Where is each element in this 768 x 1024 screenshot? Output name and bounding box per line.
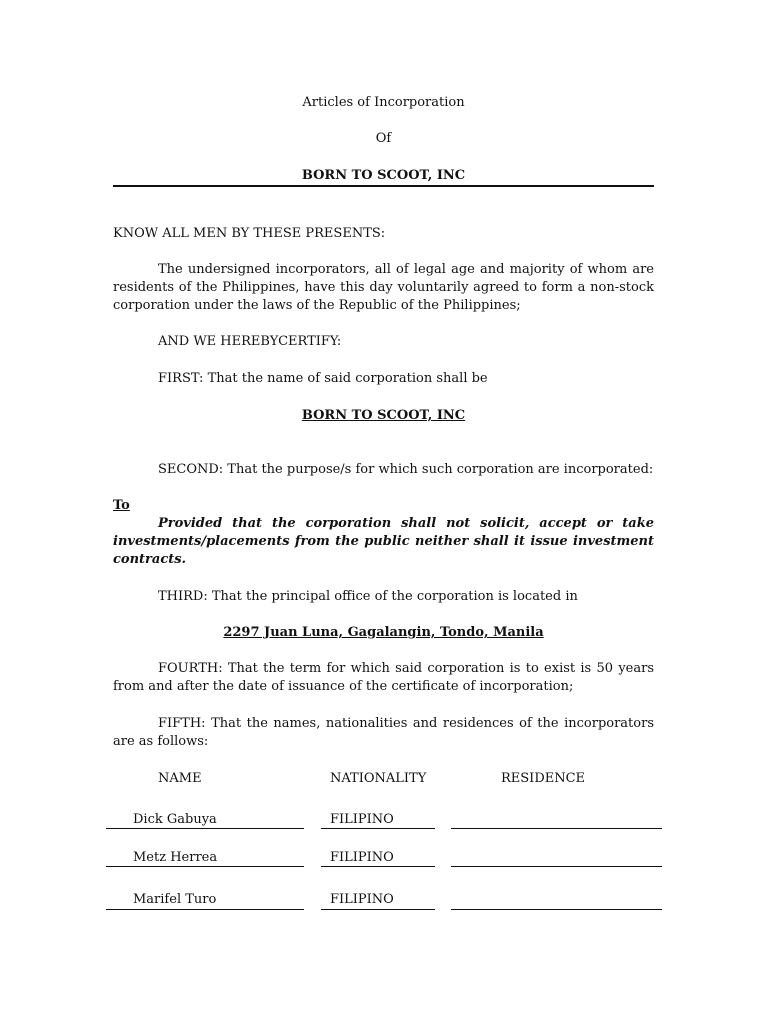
name-line bbox=[106, 828, 304, 829]
paragraph-preamble: The undersigned incorporators, all of legal age and majority of whom are residents of the Philippines, have this day voluntarily agreed to form a non-stock corporation under the laws of the Republic of the Philippines; bbox=[113, 262, 654, 313]
title-rule bbox=[113, 185, 654, 187]
nationality-line bbox=[321, 909, 435, 910]
article-fifth: FIFTH: That the names, nationalities and residences of the incorporators are as follows: bbox=[113, 716, 654, 749]
name-line bbox=[106, 866, 304, 867]
residence-line bbox=[451, 828, 662, 829]
article-second: SECOND: That the purpose/s for which such corporation are incorporated: bbox=[158, 462, 654, 477]
incorporator-nationality: FILIPINO bbox=[330, 892, 394, 907]
incorporator-nationality: FILIPINO bbox=[330, 812, 394, 827]
nationality-line bbox=[321, 866, 435, 867]
purpose-to: To bbox=[113, 498, 130, 513]
incorporator-name: Marifel Turo bbox=[133, 892, 217, 907]
office-address: 2297 Juan Luna, Gagalangin, Tondo, Manila bbox=[223, 625, 544, 640]
know-all-men: KNOW ALL MEN BY THESE PRESENTS: bbox=[113, 226, 386, 241]
nationality-line bbox=[321, 828, 435, 829]
corporation-name: BORN TO SCOOT, INC bbox=[301, 408, 466, 423]
column-header-nationality: NATIONALITY bbox=[330, 771, 427, 786]
article-third: THIRD: That the principal office of the corporation is located in bbox=[158, 589, 578, 604]
residence-line bbox=[451, 909, 662, 910]
certify-line: AND WE HEREBYCERTIFY: bbox=[158, 334, 342, 349]
incorporator-name: Metz Herrea bbox=[133, 850, 218, 865]
article-fourth: FOURTH: That the term for which said corporation is to exist is 50 years from and after the date of issuance of the certificate of incorporation; bbox=[113, 661, 654, 694]
incorporator-name: Dick Gabuya bbox=[133, 812, 217, 827]
proviso-paragraph: Provided that the corporation shall not solicit, accept or take investments/placements from the public neither shall it issue investment contracts. bbox=[113, 516, 654, 567]
name-line bbox=[106, 909, 304, 910]
company-heading: BORN TO SCOOT, INC bbox=[301, 168, 466, 183]
residence-line bbox=[451, 866, 662, 867]
document-title: Articles of Incorporation bbox=[302, 95, 465, 110]
title-of: Of bbox=[375, 131, 392, 146]
column-header-residence: RESIDENCE bbox=[501, 771, 586, 786]
incorporator-nationality: FILIPINO bbox=[330, 850, 394, 865]
article-first: FIRST: That the name of said corporation shall be bbox=[158, 371, 488, 386]
column-header-name: NAME bbox=[158, 771, 202, 786]
